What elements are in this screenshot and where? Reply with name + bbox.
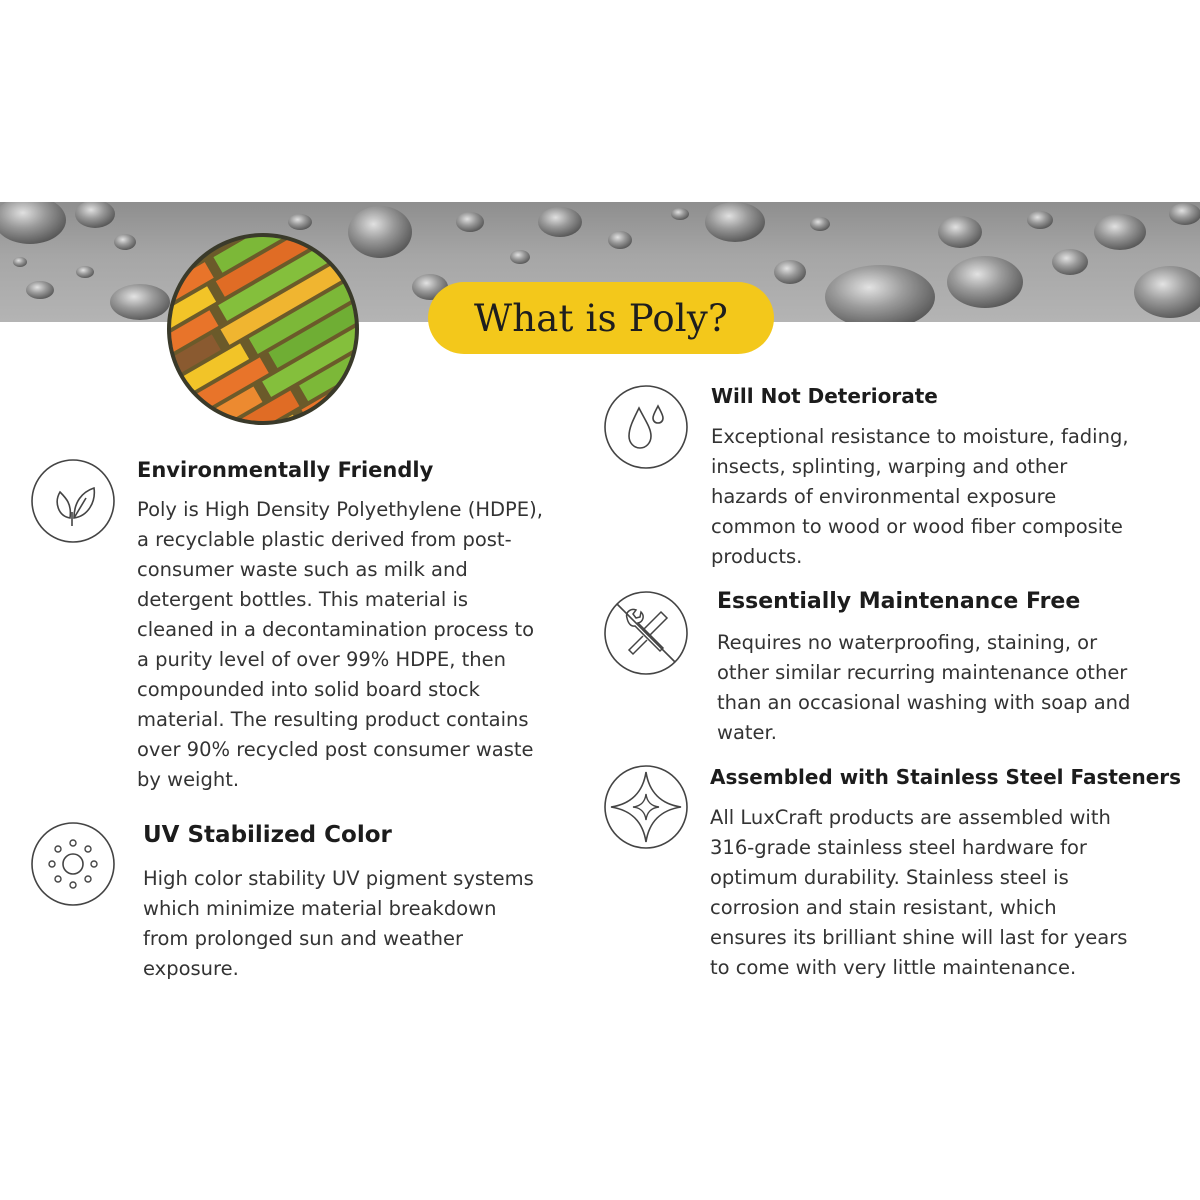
text-line: High color stability UV pigment systems: [143, 867, 534, 890]
text-line: from prolonged sun and weather: [143, 927, 464, 950]
text-line: which minimize material breakdown: [143, 897, 497, 920]
maintenance-heading: Essentially Maintenance Free: [717, 589, 1081, 614]
deteriorate-text: [711, 422, 1129, 572]
text-line: detergent bottles. This material is: [137, 588, 469, 611]
no-tools-icon: [603, 590, 689, 676]
environment-text: [137, 495, 543, 795]
text-line: hazards of environmental exposure: [711, 485, 1057, 508]
uv-text: [143, 864, 534, 984]
sun-icon: [30, 821, 116, 907]
text-line: by weight.: [137, 768, 240, 791]
title-badge: [428, 282, 774, 354]
text-line: other similar recurring maintenance other: [717, 661, 1128, 684]
text-line: common to wood or wood fiber composite: [711, 515, 1123, 538]
text-line: corrosion and stain resistant, which: [710, 896, 1057, 919]
uv-heading: UV Stabilized Color: [143, 822, 392, 848]
text-line: over 90% recycled post consumer waste: [137, 738, 534, 761]
water-drops-icon: [603, 384, 689, 470]
text-line: consumer waste such as milk and: [137, 558, 468, 581]
text-line: Exceptional resistance to moisture, fading,: [711, 425, 1129, 448]
text-line: to come with very little maintenance.: [710, 956, 1077, 979]
text-line: All LuxCraft products are assembled with: [710, 806, 1111, 829]
environment-heading: Environmentally Friendly: [137, 458, 434, 482]
maintenance-text: [717, 628, 1130, 748]
text-line: Poly is High Density Polyethylene (HDPE),: [137, 498, 543, 521]
page-title: What is Poly?: [474, 296, 728, 340]
text-line: products.: [711, 545, 803, 568]
leaf-icon: [30, 458, 116, 544]
text-line: 316-grade stainless steel hardware for: [710, 836, 1087, 859]
deteriorate-heading: Will Not Deteriorate: [711, 384, 938, 408]
text-line: a purity level of over 99% HDPE, then: [137, 648, 507, 671]
text-line: than an occasional washing with soap and: [717, 691, 1131, 714]
text-line: water.: [717, 721, 777, 744]
text-line: insects, splinting, warping and other: [711, 455, 1068, 478]
poly-boards-photo: [166, 232, 360, 426]
text-line: compounded into solid board stock: [137, 678, 480, 701]
stainless-heading: Assembled with Stainless Steel Fasteners: [710, 765, 1182, 789]
text-line: a recyclable plastic derived from post-: [137, 528, 512, 551]
text-line: Requires no waterproofing, staining, or: [717, 631, 1098, 654]
text-line: ensures its brilliant shine will last for years: [710, 926, 1128, 949]
sparkle-shine-icon: [603, 764, 689, 850]
text-line: optimum durability. Stainless steel is: [710, 866, 1069, 889]
text-line: material. The resulting product contains: [137, 708, 529, 731]
text-line: cleaned in a decontamination process to: [137, 618, 535, 641]
text-line: exposure.: [143, 957, 239, 980]
stainless-text: [710, 803, 1127, 983]
